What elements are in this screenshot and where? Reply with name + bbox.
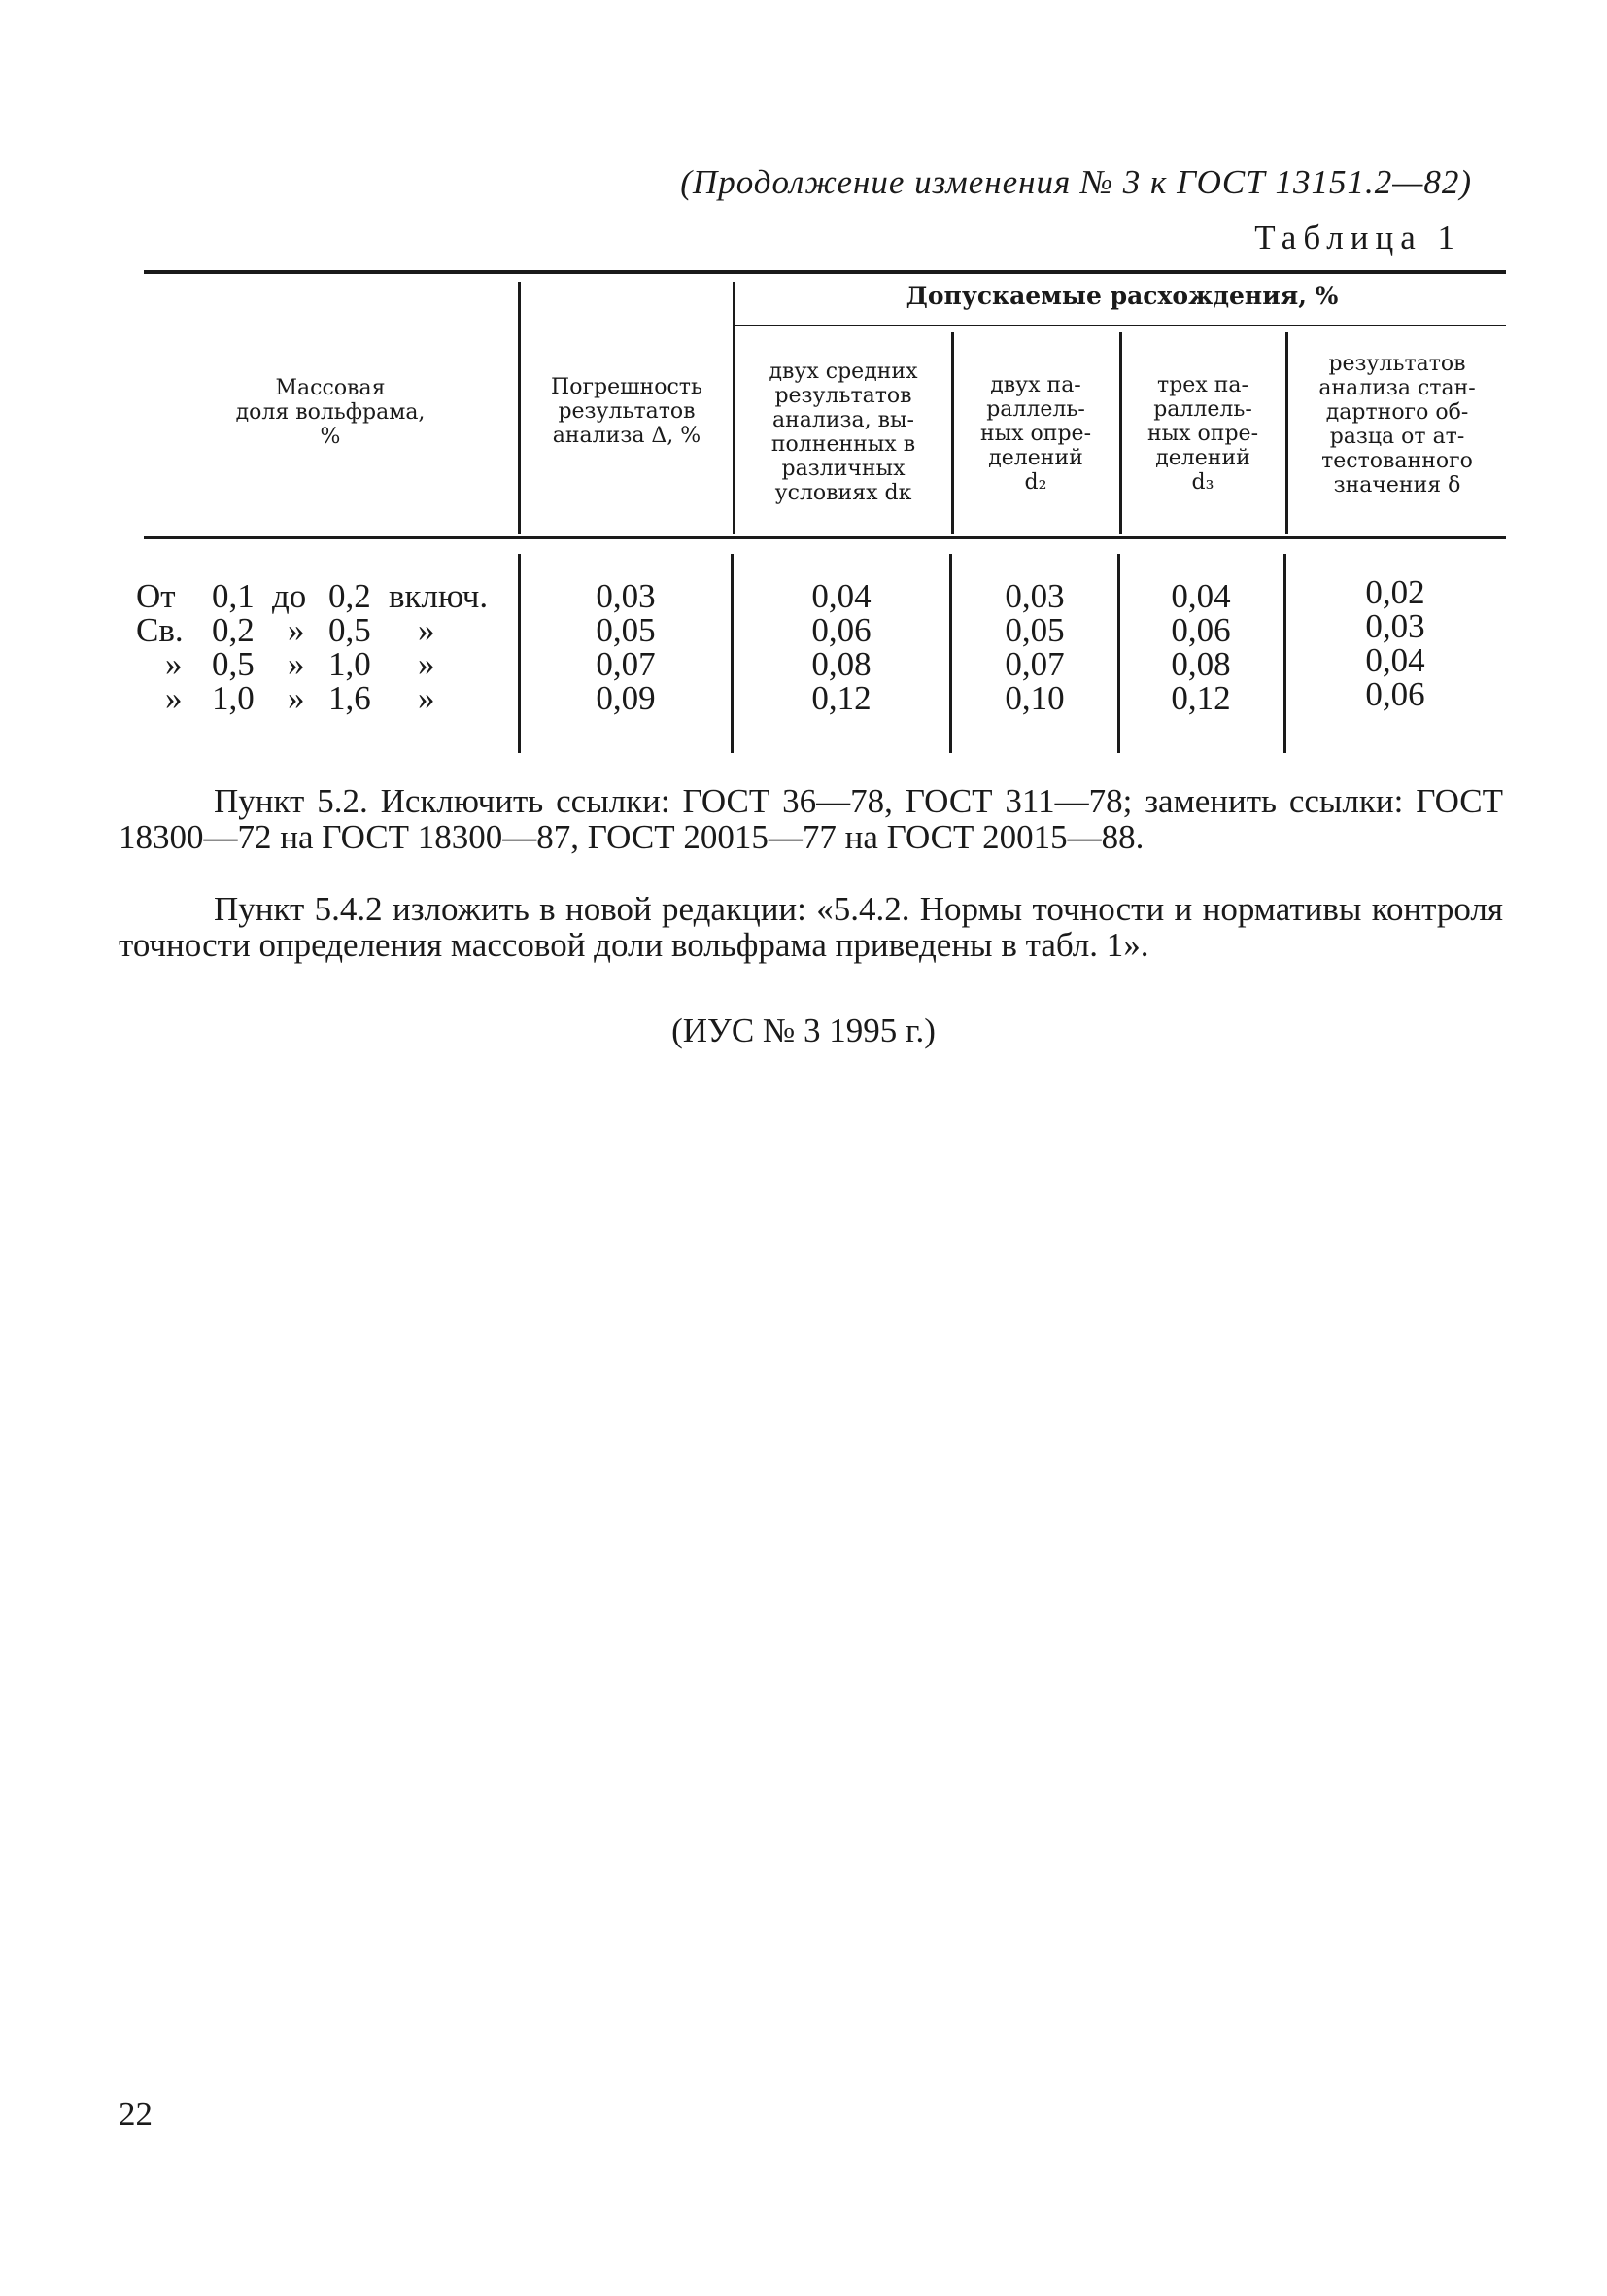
range-from: 1,0 <box>212 679 255 717</box>
table-header-rule <box>144 536 1506 539</box>
paragraph-5-4-2: Пункт 5.4.2 изложить в новой редакции: «5.4.2. Нормы точности и нормативы контроля точности определения массовой доли вольфрама приведены в табл. 1». <box>119 890 1503 964</box>
range-column <box>136 579 515 715</box>
table-cell: 0,06 <box>1171 611 1231 649</box>
header-delta: результатов анализа стан- дартного об- разца от ат- тестованного значения δ <box>1318 352 1476 497</box>
range-suffix: » <box>418 645 435 683</box>
table-cell: 0,06 <box>811 611 872 649</box>
page-number: 22 <box>119 2095 153 2133</box>
table-cell: 0,04 <box>1365 641 1425 679</box>
header-mass-fraction: Массовая доля вольфрама, % <box>235 376 426 449</box>
table-row <box>136 579 515 613</box>
body-divider <box>731 554 734 753</box>
range-prefix: » <box>165 645 183 683</box>
range-prefix: » <box>165 679 183 717</box>
range-mid: » <box>288 611 305 649</box>
d3-column <box>1120 579 1282 715</box>
header-allowed-discrepancies: Допускаемые расхождения, % <box>906 282 1339 310</box>
range-to: 1,6 <box>328 679 371 717</box>
range-prefix: Св. <box>136 611 184 649</box>
range-from: 0,2 <box>212 611 255 649</box>
table-cell: 0,10 <box>1005 679 1065 717</box>
error-column <box>523 579 729 715</box>
range-to: 0,2 <box>328 577 371 615</box>
range-to: 0,5 <box>328 611 371 649</box>
table-cell: 0,12 <box>811 679 872 717</box>
header-divider <box>951 332 954 534</box>
table-cell: 0,03 <box>1005 577 1065 615</box>
range-from: 0,5 <box>212 645 255 683</box>
range-to: 1,0 <box>328 645 371 683</box>
table-cell: 0,03 <box>1365 607 1425 645</box>
header-d3: трех па- раллель- ных опре- делений d₃ <box>1146 373 1259 495</box>
table-cell: 0,05 <box>596 611 656 649</box>
table-top-rule <box>144 270 1506 274</box>
header-divider <box>733 282 735 534</box>
d2-column <box>952 579 1117 715</box>
table-cell: 0,09 <box>596 679 656 717</box>
paragraph-5-2: Пункт 5.2. Исключить ссылки: ГОСТ 36—78, ГОСТ 311—78; заменить ссылки: ГОСТ 18300—72 на ГОСТ 18300—87, ГОСТ 20015—77 на ГОСТ 20015—88. <box>119 782 1503 856</box>
range-mid: » <box>288 679 305 717</box>
table-cell: 0,02 <box>1365 573 1425 611</box>
delta-column <box>1287 575 1503 711</box>
table-cell: 0,06 <box>1365 675 1425 713</box>
table-cell: 0,08 <box>1171 645 1231 683</box>
range-mid: » <box>288 645 305 683</box>
header-d2: двух па- раллель- ных опре- делений d₂ <box>979 373 1092 495</box>
header-dk: двух средних результатов анализа, вы- полненных в различных условиях dк <box>769 360 918 505</box>
range-suffix: » <box>418 611 435 649</box>
body-divider <box>1283 554 1286 753</box>
table-cell: 0,08 <box>811 645 872 683</box>
range-suffix: » <box>418 679 435 717</box>
table-row <box>136 647 515 681</box>
table-cell: 0,05 <box>1005 611 1065 649</box>
dk-column <box>735 579 948 715</box>
table-cell: 0,04 <box>811 577 872 615</box>
range-from: 0,1 <box>212 577 255 615</box>
range-suffix: включ. <box>389 577 489 615</box>
header-error: Погрешность результатов анализа Δ, % <box>551 375 702 448</box>
table-cell: 0,04 <box>1171 577 1231 615</box>
header-divider <box>518 282 521 534</box>
table-cell: 0,03 <box>596 577 656 615</box>
table-cell: 0,12 <box>1171 679 1231 717</box>
table-row <box>136 681 515 715</box>
table-cell: 0,07 <box>1005 645 1065 683</box>
body-divider <box>518 554 521 753</box>
header-divider <box>1119 332 1122 534</box>
table-row <box>136 613 515 647</box>
range-mid: до <box>272 577 307 615</box>
group-header-rule <box>733 325 1506 326</box>
table-label: Таблица 1 <box>1254 219 1461 257</box>
table-cell: 0,07 <box>596 645 656 683</box>
ius-reference: (ИУС № 3 1995 г.) <box>671 1011 936 1049</box>
continuation-header: (Продолжение изменения № 3 к ГОСТ 13151.2—82) <box>680 163 1472 201</box>
range-prefix: От <box>136 577 176 615</box>
